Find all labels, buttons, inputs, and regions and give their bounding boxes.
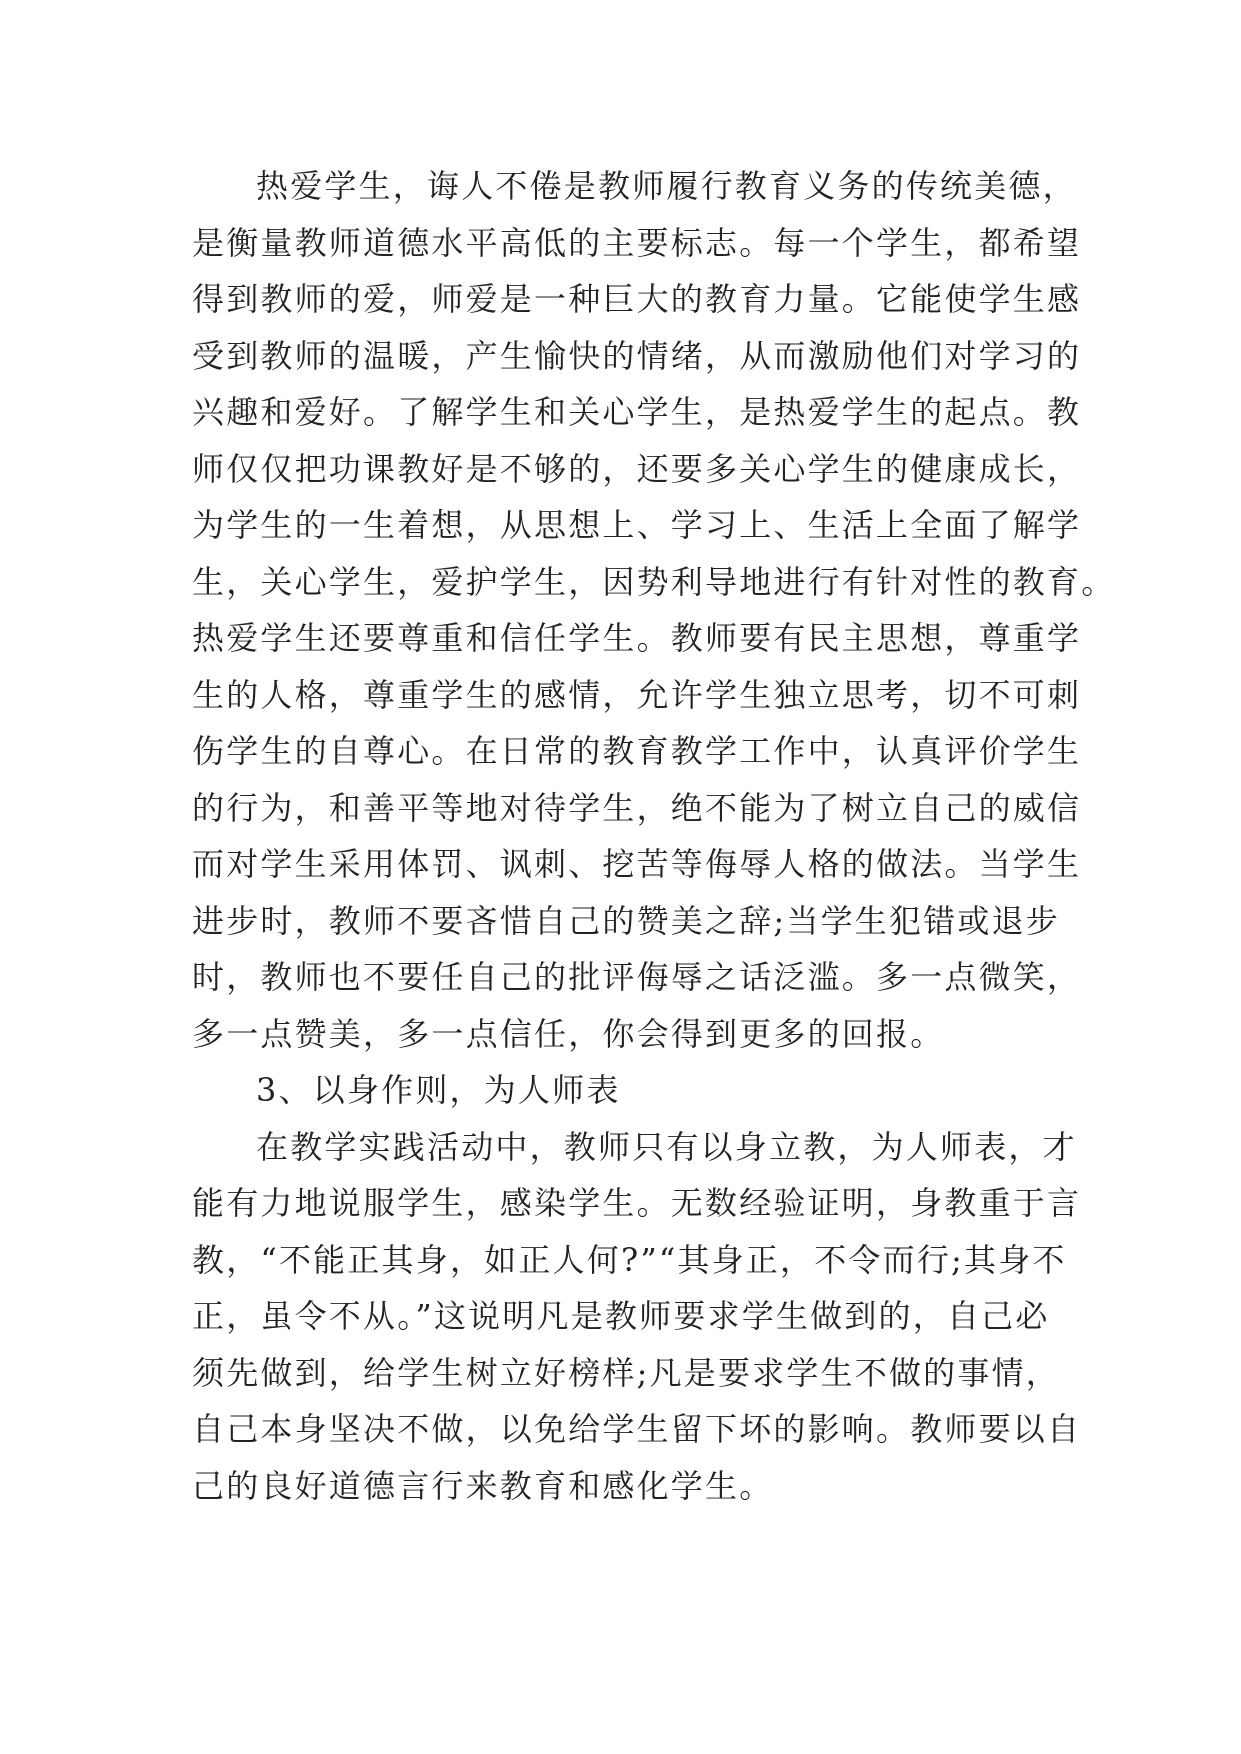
paragraph-1-line: 生，关心学生，爱护学生，因势利导地进行有针对性的教育。: [192, 562, 1116, 601]
section-heading: 3、以身作则，为人师表: [256, 1071, 621, 1109]
paragraph-1-line: 为学生的一生着想，从思想上、学习上、生活上全面了解学: [192, 506, 1082, 544]
paragraph-1-line: 热爱学生还要尊重和信任学生。教师要有民主思想，尊重学: [192, 619, 1082, 657]
paragraph-1-line: 得到教师的爱，师爱是一种巨大的教育力量。它能使学生感: [192, 280, 1082, 318]
paragraph-2-line: 须先做到，给学生树立好榜样;凡是要求学生不做的事情，: [192, 1353, 1060, 1392]
paragraph-2-line: 教，“不能正其身，如正人何?”“其身正，不令而行;其身不: [192, 1240, 1067, 1279]
paragraph-2-line: 能有力地说服学生，感染学生。无数经验证明，身教重于言: [192, 1184, 1082, 1222]
paragraph-2-line: 正，虽令不从。”这说明凡是教师要求学生做到的，自己必: [192, 1297, 1050, 1335]
paragraph-1-line: 伤学生的自尊心。在日常的教育教学工作中，认真评价学生: [192, 732, 1082, 770]
paragraph-1-line: 多一点赞美，多一点信任，你会得到更多的回报。: [192, 1014, 945, 1053]
paragraph-1-line: 生的人格，尊重学生的感情，允许学生独立思考，切不可刺: [192, 675, 1082, 714]
paragraph-2-line: 己的良好道德言行来教育和感化学生。: [192, 1466, 774, 1505]
body-text: [192, 158, 1116, 1514]
paragraph-1-line: 进步时，教师不要吝惜自己的赞美之辞;当学生犯错或退步: [192, 901, 1060, 940]
paragraph-1-line: 热爱学生，诲人不倦是教师履行教育义务的传统美德，: [256, 167, 1077, 205]
paragraph-2-line: 自己本身坚决不做，以免给学生留下坏的影响。教师要以自: [192, 1410, 1082, 1448]
paragraph-1-line: 的行为，和善平等地对待学生，绝不能为了树立自己的威信: [192, 788, 1082, 827]
paragraph-1-line: 时，教师也不要任自己的批评侮辱之话泛滥。多一点微笑，: [192, 958, 1082, 996]
paragraph-1-line: 师仅仅把功课教好是不够的，还要多关心学生的健康成长，: [192, 449, 1082, 488]
paragraph-1-line: 是衡量教师道德水平高低的主要标志。每一个学生，都希望: [192, 223, 1082, 262]
paragraph-1-line: 而对学生采用体罚、讽刺、挖苦等侮辱人格的做法。当学生: [192, 845, 1082, 883]
paragraph-2-line: 在教学实践活动中，教师只有以身立教，为人师表，才: [256, 1127, 1077, 1166]
paragraph-1-line: 兴趣和爱好。了解学生和关心学生，是热爱学生的起点。教: [192, 393, 1082, 431]
paragraph-1-line: 受到教师的温暖，产生愉快的情绪，从而激励他们对学习的: [192, 336, 1082, 375]
